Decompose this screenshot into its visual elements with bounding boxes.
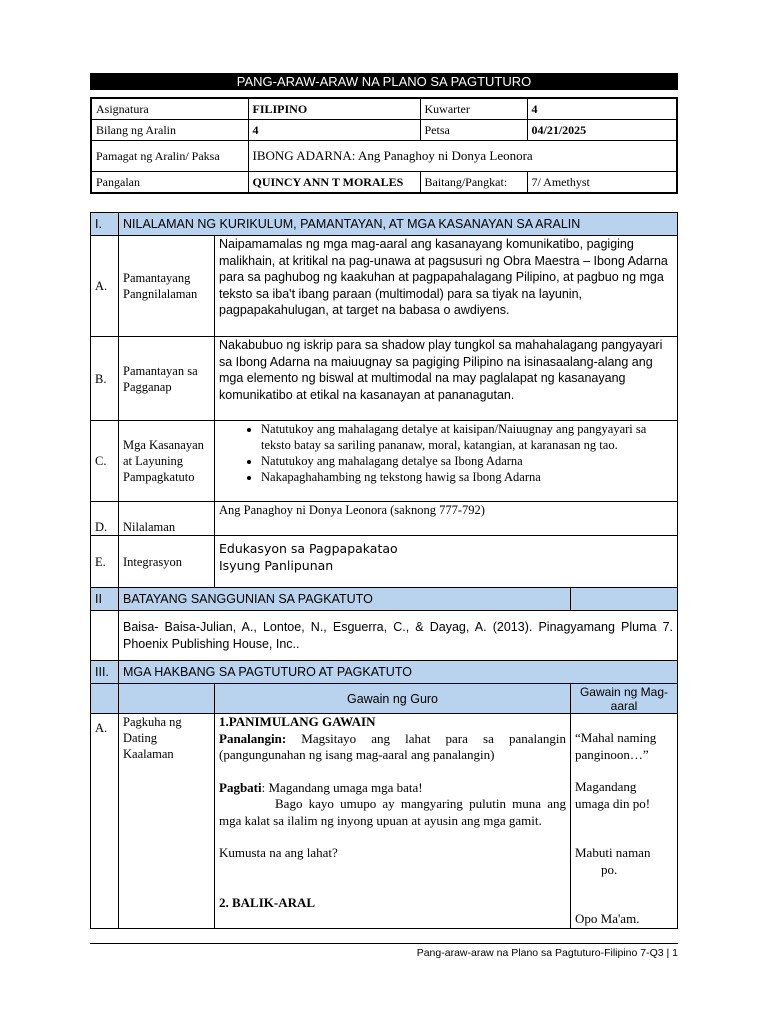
section-2-number: II <box>91 588 119 611</box>
teacher-activity-header: Gawain ng Guro <box>215 684 571 714</box>
grade-label: Baitang/Pangkat: <box>420 172 527 194</box>
performance-standard-text: Nakabubuo ng iskrip para sa shadow play tungkol sa mahahalagang pangyayari sa Ibong Adarna na maiuugnay sa pagiging Pilipino na isinasaalang-alang ang mga elemento ng biswal at multimodal na may paglalapat ng kasanayang komunikatibo at etikal na kasanayan at pananagutan. <box>215 337 678 421</box>
competency-item: • Nakapaghahambing ng tekstong hawig sa Ibong Adarna <box>261 469 673 485</box>
integration-item: Isyung Panlipunan <box>219 558 334 573</box>
kumusta-question: Kumusta na ang lahat? <box>219 845 338 860</box>
competencies-list <box>215 421 678 502</box>
performance-standard-label: Pamantayan sa Pagganap <box>119 337 215 421</box>
col-header-blank-1 <box>91 684 119 714</box>
section-2-title: BATAYANG SANGGUNIAN SA PAGKATUTO <box>119 588 571 611</box>
col-header-blank-2 <box>119 684 215 714</box>
greeting-line <box>219 780 566 797</box>
greeting-instruction: Bago kayo umupo ay mangyaring pulutin muna ang mga kalat sa ilalim ng inyong upuan at ayusin ang mga gamit. <box>219 796 566 828</box>
student-activity-header: Gawain ng Mag-aaral <box>571 684 678 714</box>
integration-text <box>215 536 678 588</box>
student-response-review: Opo Ma'am. <box>575 911 640 926</box>
content-standard-label: Pamantayang Pangnilalaman <box>119 236 215 337</box>
content-text: Ang Panaghoy ni Donya Leonora (saknong 777-792) <box>215 502 678 536</box>
page-footer: Pang-araw-araw na Plano sa Pagtuturo-Filipino 7-Q3 | 1 <box>416 947 678 959</box>
references-text: Baisa- Baisa-Julian, A., Lontoe, N., Esguerra, C., & Dayag, A. (2013). Pinagyamang Pluma 7. Phoenix Publishing House, Inc.. <box>119 611 678 661</box>
lesson-number-label: Bilang ng Aralin <box>91 120 248 141</box>
competency-item: • Natutukoy ang mahalagang detalye sa Ibong Adarna <box>261 453 673 469</box>
section-2-blank <box>571 588 678 611</box>
date-label: Petsa <box>420 120 527 141</box>
student-response-kumusta: Mabuti naman <box>575 845 651 860</box>
subject-label: Asignatura <box>91 98 248 120</box>
student-response-kumusta-2: po. <box>601 861 618 877</box>
greeting-text: : Magandang umaga mga bata! <box>261 779 423 795</box>
item-c-letter: C. <box>91 421 119 502</box>
section-1-number: I. <box>91 213 119 236</box>
lesson-plan-table <box>90 212 678 929</box>
teacher-activity-cell <box>215 714 571 929</box>
prayer-text: Magsitayo ang lahat para sa panalangin (pangungunahan ng isang mag-aaral ang panalangin) <box>219 730 566 762</box>
student-response-prayer: “Mahal naming panginoon…” <box>575 730 657 762</box>
quarter-label: Kuwarter <box>420 98 527 120</box>
greeting-label: Pagbati <box>219 779 262 795</box>
content-standard-text: Naipamamalas ng mga mag-aaral ang kasanayang komunikatibo, pagiging malikhain, at kritikal na pag-unawa at pagsusuri ng Obra Maestra – Ibong Adarna para sa paghubog ng kaakuhan at pagpapahalagang Pilipino, at pagbuo ng mga teksto sa iba't ibang paraan (multimodal) para sa tiyak na layunin, pagpapakahulugan, at target na babasa o awdiyens. <box>215 236 678 337</box>
review-heading: 2. BALIK-ARAL <box>219 894 316 910</box>
topic-label: Pamagat ng Aralin/ Paksa <box>91 141 248 172</box>
section-1-title: NILALAMAN NG KURIKULUM, PAMANTAYAN, AT MGA KASANAYAN SA ARALIN <box>119 213 678 236</box>
lesson-info-table <box>90 97 678 194</box>
document-title: PANG-ARAW-ARAW NA PLANO SA PAGTUTURO <box>90 73 678 90</box>
integration-item: Edukasyon sa Pagpapakatao <box>219 541 398 556</box>
prior-knowledge-label: Pagkuha ng Dating Kaalaman <box>119 714 215 929</box>
student-response-greeting: Magandang umaga din po! <box>575 779 651 811</box>
opening-activity-heading: 1.PANIMULANG GAWAIN <box>219 714 376 729</box>
item-e-letter: E. <box>91 536 119 588</box>
grade-value: 7/ Amethyst <box>527 172 677 194</box>
competencies-label: Mga Kasanayan at Layuning Pampagkatuto <box>119 421 215 502</box>
name-value: QUINCY ANN T MORALES <box>248 172 420 194</box>
competency-item: • Natutukoy ang mahalagang detalye at kaisipan/Naiuugnay ang pangyayari sa teksto batay sa sariling pananaw, moral, katangian, at karanasan ng tao. <box>261 421 673 453</box>
section-2-spacer <box>91 611 119 661</box>
step-a-letter: A. <box>91 714 119 929</box>
section-3-title: MGA HAKBANG SA PAGTUTURO AT PAGKATUTO <box>119 661 678 684</box>
item-b-letter: B. <box>91 337 119 421</box>
footer-rule <box>90 943 678 944</box>
prayer-instruction <box>219 731 566 764</box>
item-a-letter: A. <box>91 236 119 337</box>
content-label: Nilalaman <box>119 502 215 536</box>
lesson-number-value: 4 <box>248 120 420 141</box>
name-label: Pangalan <box>91 172 248 194</box>
integration-label: Integrasyon <box>119 536 215 588</box>
topic-value: IBONG ADARNA: Ang Panaghoy ni Donya Leonora <box>248 141 677 172</box>
section-3-number: III. <box>91 661 119 684</box>
date-value: 04/21/2025 <box>527 120 677 141</box>
subject-value: FILIPINO <box>248 98 420 120</box>
student-activity-cell <box>571 714 678 929</box>
prayer-label: Panalangin: <box>219 730 287 746</box>
item-d-letter: D. <box>91 502 119 536</box>
quarter-value: 4 <box>527 98 677 120</box>
